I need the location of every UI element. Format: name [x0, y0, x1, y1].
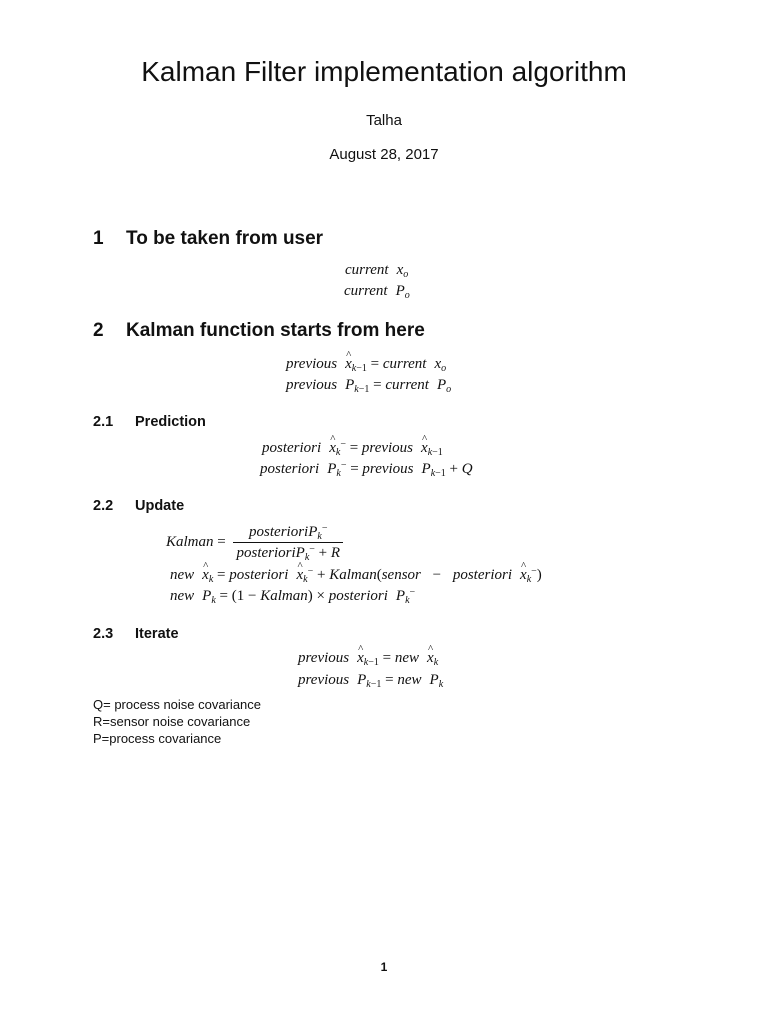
- subsection-number: 2.2: [93, 498, 114, 514]
- subsection-prediction-heading: [93, 414, 206, 430]
- equation-predict-covariance: posteriori $P_k^-$ = previous $P_{k-1} + Q$: [260, 460, 473, 479]
- section-title: Kalman function starts from here: [126, 320, 425, 341]
- equation-update-covariance: new $P_k = (1$ − Kalman) × posteriori $P_k^-$: [170, 587, 416, 606]
- subsection-update-heading: [93, 498, 184, 514]
- page-number: 1: [380, 960, 388, 974]
- legend-block: [93, 696, 261, 747]
- equation-predict-state: posteriori^ $x_k^-$ = previous^ $x_{k-1}$: [262, 438, 443, 459]
- section-2-heading: [93, 320, 425, 342]
- paper-title: Kalman Filter implementation algorithm: [141, 56, 627, 87]
- legend-q: Q= process noise covariance: [93, 697, 262, 712]
- paper-date: August 28, 2017: [329, 146, 439, 163]
- author-name: Talha: [366, 112, 402, 129]
- subsection-title: Prediction: [135, 414, 206, 430]
- equation-iterate-covariance: previous $P_{k-1}$ = new $P_k$: [298, 672, 444, 690]
- legend-p: P=process covariance: [93, 731, 222, 746]
- kalman-fraction: $\frac{posterioriP_k^-}{posterioriP_k^- + R}$: [233, 522, 343, 563]
- subsection-number: 2.3: [93, 626, 114, 642]
- equation-current-p: current $P_o$: [344, 283, 410, 301]
- section-title: To be taken from user: [126, 228, 324, 249]
- section-number: 1: [93, 228, 104, 249]
- equation-update-state: new^ $x_k$ = posteriori^ $x_k^-$ + Kalman(sensor − posteriori^ $x_k^-$): [170, 565, 542, 586]
- equation-previous-x: previous^ $x_{k-1}$ = current $x_o$: [286, 354, 446, 375]
- subsection-title: Update: [135, 498, 185, 514]
- equation-kalman-gain: Kalman = $\frac{posterioriP_k^-}{posterioriP_k^- + R}$: [166, 522, 343, 563]
- equation-iterate-state: previous^ $x_{k-1}$ = new^ $x_k$: [298, 648, 438, 669]
- equation-current-x: current $x_o$: [345, 262, 409, 280]
- section-number: 2: [93, 320, 104, 341]
- subsection-title: Iterate: [135, 626, 179, 642]
- legend-r: R=sensor noise covariance: [93, 714, 251, 729]
- subsection-iterate-heading: [93, 626, 179, 642]
- subsection-number: 2.1: [93, 414, 114, 430]
- equation-previous-p: previous $P_{k-1}$ = current $P_o$: [286, 377, 452, 395]
- section-1-heading: [93, 228, 323, 250]
